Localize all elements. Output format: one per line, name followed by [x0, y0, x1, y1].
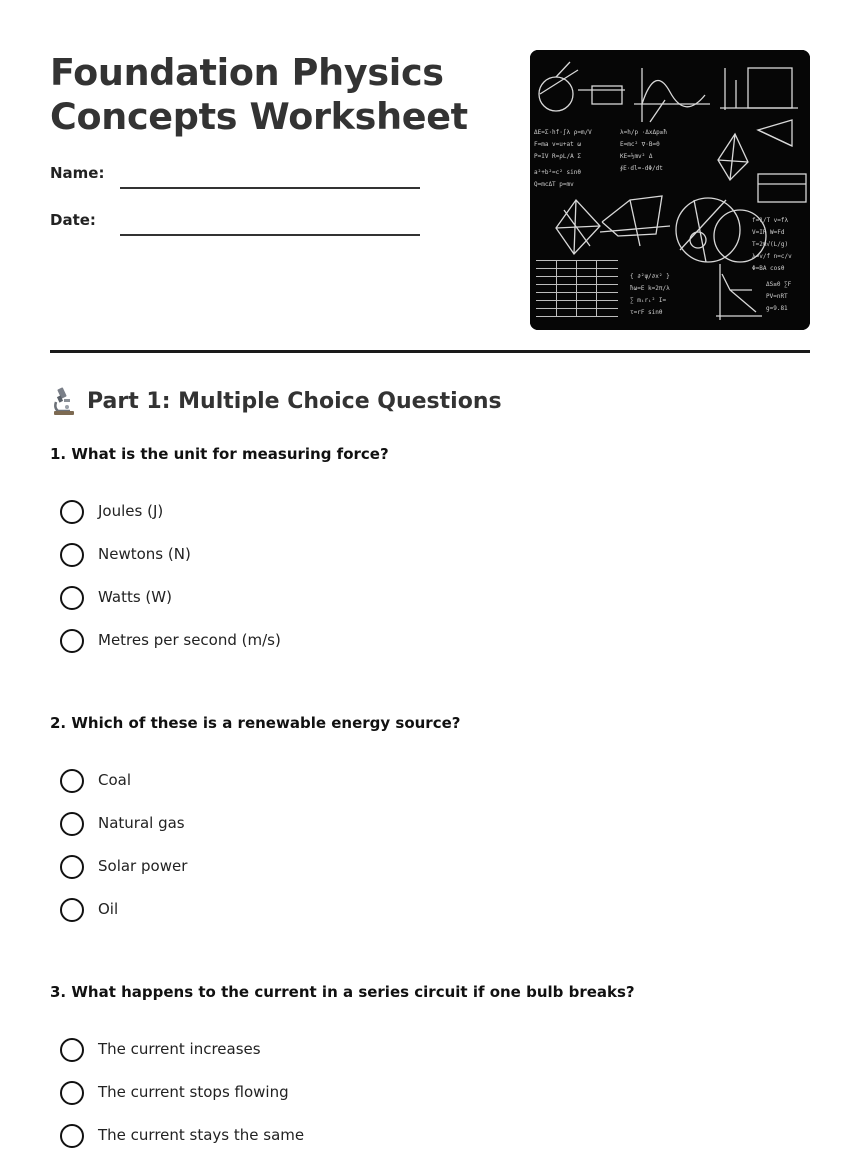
- option-2d[interactable]: [50, 898, 750, 941]
- radio-button[interactable]: [60, 1081, 84, 1105]
- radio-button[interactable]: [60, 543, 84, 567]
- name-field-row: [50, 160, 470, 190]
- date-field-row: [50, 207, 470, 237]
- svg-text:T=2π√(L/g): T=2π√(L/g): [752, 241, 789, 248]
- svg-text:{ ∂²ψ/∂x² }: { ∂²ψ/∂x² }: [630, 273, 670, 280]
- question-3: [50, 982, 810, 1144]
- option-3b[interactable]: [50, 1081, 750, 1124]
- option-2c[interactable]: [50, 855, 750, 898]
- svg-text:Φ=BA cosθ: Φ=BA cosθ: [752, 265, 785, 272]
- option-label: Solar power: [98, 857, 188, 875]
- question-2: [50, 713, 810, 918]
- svg-text:∮E·dl=-dΦ/dt: ∮E·dl=-dΦ/dt: [620, 165, 663, 172]
- option-1a[interactable]: [50, 500, 750, 543]
- date-label: Date:: [50, 211, 96, 229]
- svg-text:ΔE=Σ·hf·∫λ ρ=m/V: ΔE=Σ·hf·∫λ ρ=m/V: [534, 129, 592, 136]
- title-line-2: Concepts Worksheet: [50, 95, 468, 138]
- option-3a[interactable]: [50, 1038, 750, 1081]
- svg-text:E=mc² ∇·B=0: E=mc² ∇·B=0: [620, 141, 660, 148]
- question-1-options: [50, 500, 750, 672]
- question-1: [50, 444, 810, 649]
- header-divider: [50, 350, 810, 353]
- svg-text:τ=rF sinθ: τ=rF sinθ: [630, 309, 663, 316]
- radio-button[interactable]: [60, 586, 84, 610]
- radio-button[interactable]: [60, 898, 84, 922]
- option-label: Metres per second (m/s): [98, 631, 281, 649]
- option-label: Joules (J): [98, 502, 164, 520]
- svg-text:ħω=E k=2π/λ: ħω=E k=2π/λ: [630, 285, 670, 292]
- radio-button[interactable]: [60, 1038, 84, 1062]
- option-1d[interactable]: [50, 629, 750, 672]
- date-field[interactable]: [120, 234, 420, 236]
- worksheet-title: [50, 51, 510, 139]
- radio-button[interactable]: [60, 1124, 84, 1148]
- option-label: Coal: [98, 771, 132, 789]
- option-2b[interactable]: [50, 812, 750, 855]
- svg-text:a²+b²=c² sinθ: a²+b²=c² sinθ: [534, 169, 581, 176]
- name-field[interactable]: [120, 187, 420, 189]
- option-label: The current stops flowing: [98, 1083, 289, 1101]
- radio-button[interactable]: [60, 769, 84, 793]
- svg-text:∑ mᵢrᵢ² I=: ∑ mᵢrᵢ² I=: [630, 297, 667, 304]
- svg-text:KE=½mv² Δ: KE=½mv² Δ: [620, 153, 653, 160]
- option-label: The current stays the same: [98, 1126, 305, 1144]
- name-label: Name:: [50, 164, 105, 182]
- svg-text:PV=nRT: PV=nRT: [766, 293, 788, 300]
- radio-button[interactable]: [60, 812, 84, 836]
- chalkboard-illustration: [530, 50, 810, 330]
- option-label: Oil: [98, 900, 119, 918]
- option-2a[interactable]: [50, 769, 750, 812]
- option-label: Watts (W): [98, 588, 172, 606]
- svg-text:V=IR W=Fd: V=IR W=Fd: [752, 229, 785, 236]
- svg-text:λ=h/p ·ΔxΔp≥ħ: λ=h/p ·ΔxΔp≥ħ: [620, 129, 667, 136]
- question-2-options: [50, 769, 750, 941]
- question-3-text: 3. What happens to the current in a series circuit if one bulb breaks?: [50, 983, 635, 1001]
- worksheet-header: [50, 0, 810, 352]
- svg-text:F=ma v=u+at ω: F=ma v=u+at ω: [534, 141, 581, 148]
- microscope-icon: [50, 386, 76, 416]
- title-line-1: Foundation Physics: [50, 51, 444, 94]
- svg-text:ΔS≥0 ∑F: ΔS≥0 ∑F: [766, 281, 792, 288]
- option-1c[interactable]: [50, 586, 750, 629]
- option-label: Newtons (N): [98, 545, 191, 563]
- part1-heading-text: Part 1: Multiple Choice Questions: [87, 388, 502, 414]
- radio-button[interactable]: [60, 855, 84, 879]
- option-label: Natural gas: [98, 814, 185, 832]
- question-3-options: [50, 1038, 750, 1167]
- radio-button[interactable]: [60, 629, 84, 653]
- svg-text:P=IV R=ρL/A Σ: P=IV R=ρL/A Σ: [534, 153, 581, 160]
- option-1b[interactable]: [50, 543, 750, 586]
- physics-equations-image: [530, 50, 810, 330]
- svg-text:λ=v/f n=c/v: λ=v/f n=c/v: [752, 253, 792, 260]
- question-2-text: 2. Which of these is a renewable energy source?: [50, 714, 461, 732]
- part1-heading: [50, 386, 502, 416]
- radio-button[interactable]: [60, 500, 84, 524]
- svg-text:g=9.81: g=9.81: [766, 305, 788, 312]
- svg-text:f=1/T v=fλ: f=1/T v=fλ: [752, 217, 789, 224]
- question-1-text: 1. What is the unit for measuring force?: [50, 445, 389, 463]
- option-label: The current increases: [98, 1040, 261, 1058]
- svg-text:Q=mcΔT p=mv: Q=mcΔT p=mv: [534, 181, 574, 188]
- worksheet-page: [50, 0, 810, 1144]
